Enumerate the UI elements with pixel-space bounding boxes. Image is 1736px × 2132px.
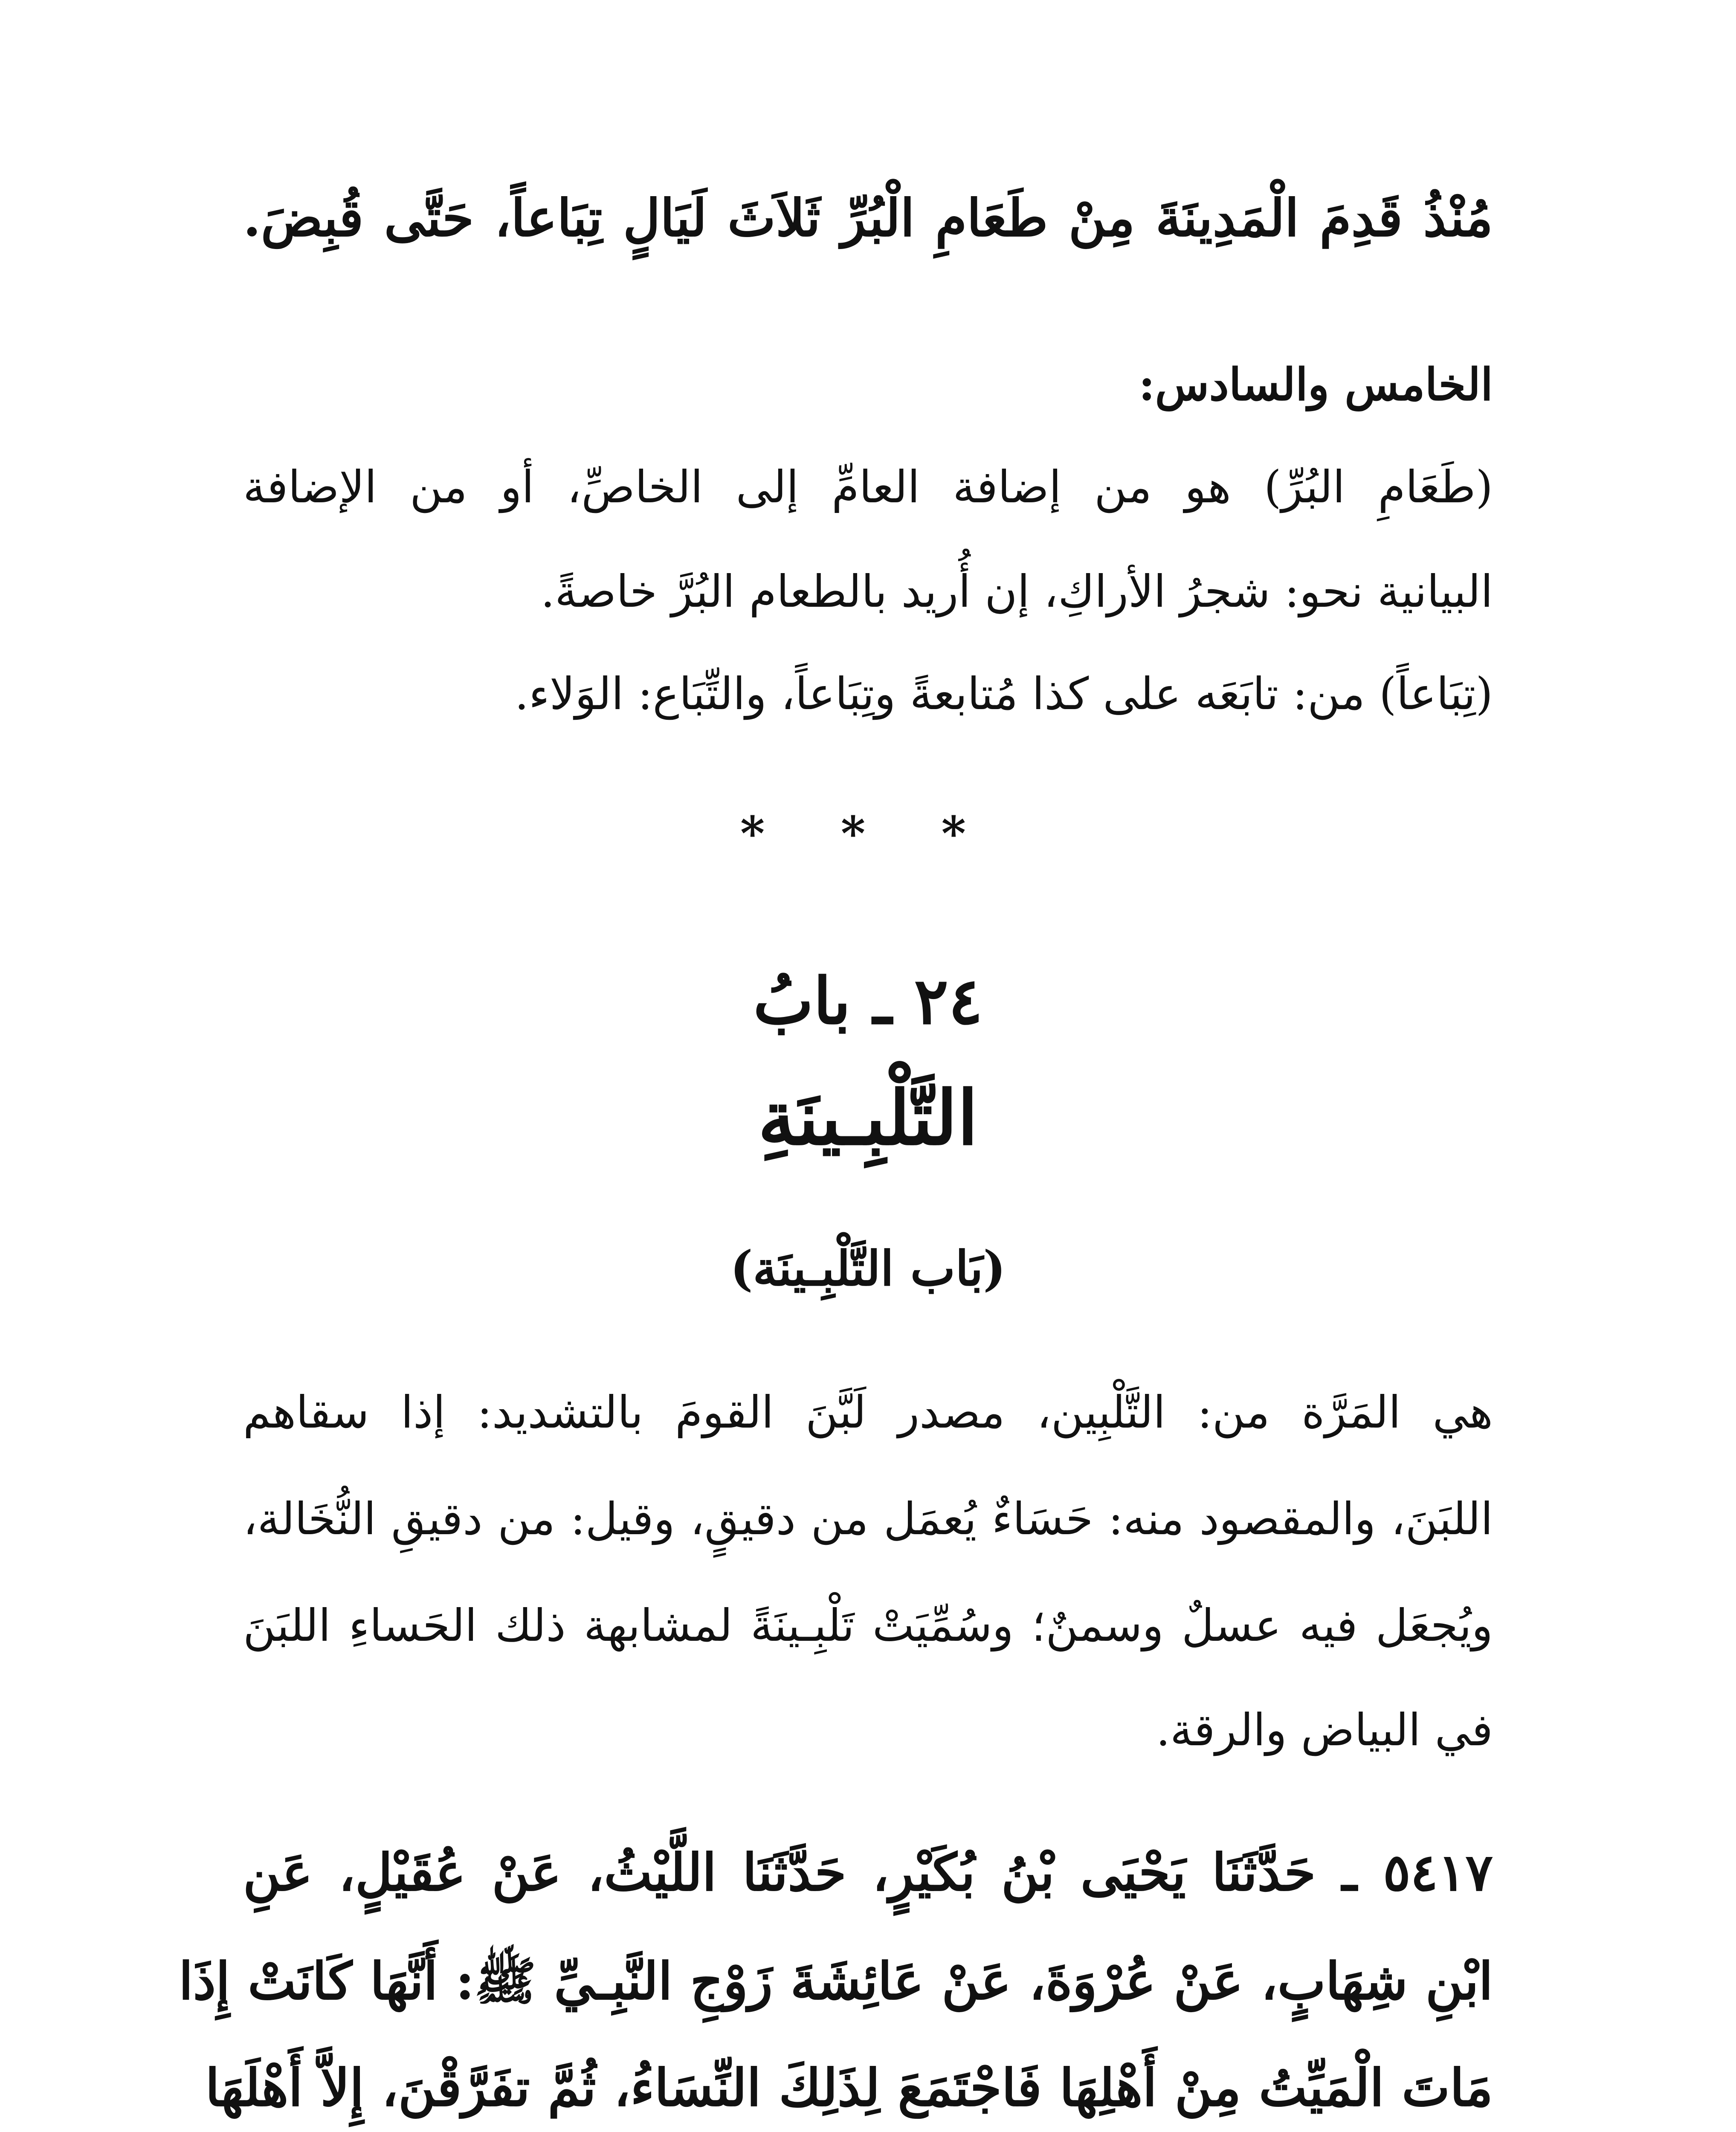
- chapter-number: ٢٤ ـ بابُ: [753, 964, 983, 1039]
- hadith-line: ابْنِ شِهَابٍ، عَنْ عُرْوَةَ، عَنْ عَائِشَةَ زَوْجِ النَّبِـيِّ ﷺ: أَنَّهَا كَانَتْ إِذَا: [179, 1951, 1493, 2011]
- hadith-line: ٥٤١٧ ـ حَدَّثَنَا يَحْيَى بْنُ بُكَيْرٍ، حَدَّثَنَا اللَّيْثُ، عَنْ عُقَيْلٍ، عَنِ: [243, 1842, 1493, 1903]
- section-separator: * * *: [740, 806, 996, 861]
- section-heading: الخامس والسادس:: [1139, 358, 1493, 411]
- definition-line: هي المَرَّة من: التَّلْبِين، مصدر لَبَّنَ القومَ بالتشديد: إذا سقاهم: [243, 1386, 1493, 1438]
- chapter-title: التَّلْبِـينَةِ: [758, 1075, 978, 1162]
- hadith-line: مَاتَ الْمَيِّتُ مِنْ أَهْلِهَا فَاجْتَمَعَ لِذَلِكَ النِّسَاءُ، ثُمَّ تفَرَّقْنَ، إِلاَّ أَهْلَهَا: [205, 2058, 1493, 2118]
- commentary-line: البيانية نحو: شجرُ الأراكِ، إن أُريد بالطعام البُرَّ خاصةً.: [541, 565, 1493, 617]
- definition-line: اللبَنَ، والمقصود منه: حَسَاءٌ يُعمَل من دقيقٍ، وقيل: من دقيقِ النُّخَالة،: [243, 1493, 1493, 1545]
- commentary-line: (طَعَامِ البُرِّ) هو من إضافة العامِّ إلى الخاصِّ، أو من الإضافة: [243, 461, 1493, 513]
- chapter-subtitle: (بَاب التَّلْبِـينَة): [730, 1241, 1006, 1297]
- hadith-continuation-line: مُنْذُ قَدِمَ الْمَدِينَةَ مِنْ طَعَامِ الْبُرِّ ثَلاَثَ لَيَالٍ تِبَاعاً، حَتَّى قُبِضَ.: [243, 188, 1493, 248]
- definition-line: ويُجعَل فيه عسلٌ وسمنٌ؛ وسُمِّيَتْ تَلْبِـينَةً لمشابهة ذلك الحَساءِ اللبَنَ: [243, 1599, 1493, 1651]
- definition-line: في البياض والرقة.: [1156, 1704, 1493, 1756]
- commentary-line: (تِبَاعاً) من: تابَعَه على كذا مُتابعةً وتِبَاعاً، والتِّبَاع: الوَلاء.: [514, 668, 1493, 720]
